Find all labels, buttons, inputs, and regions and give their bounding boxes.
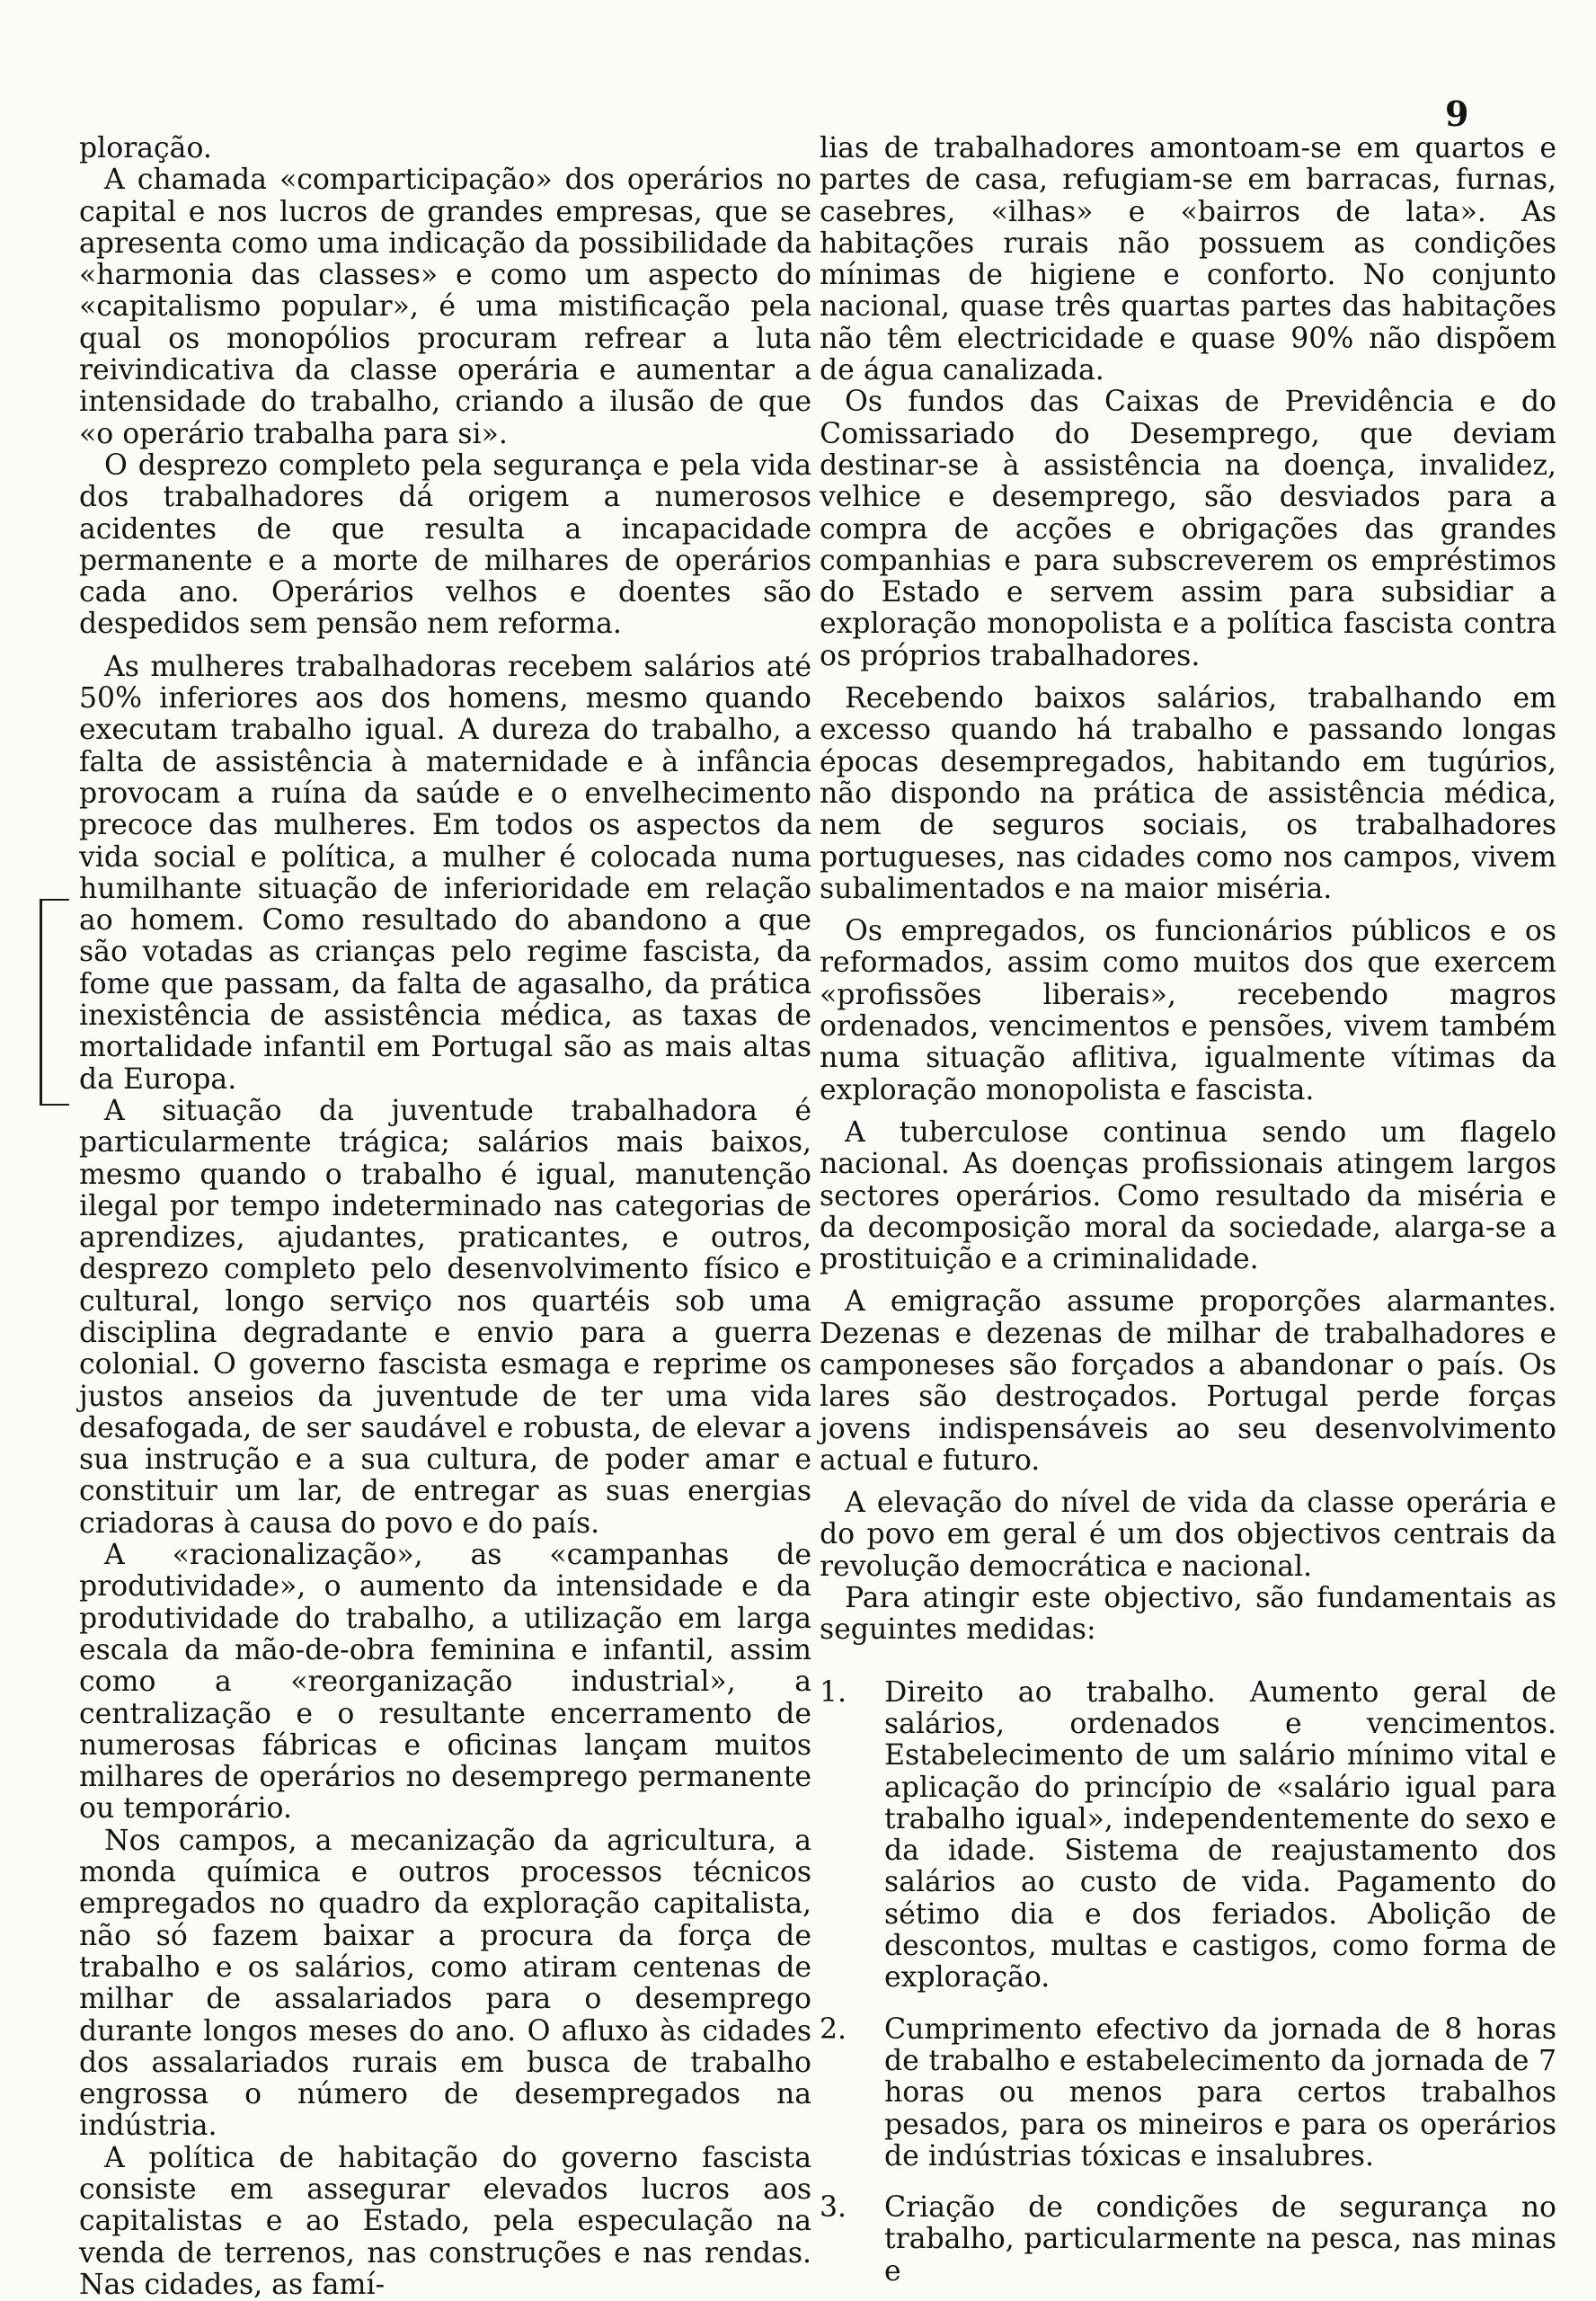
paragraph-tuberculose: A tuberculose continua sendo um flagelo nacional. As doenças profissionais atingem largos sectores operários. Como resultado da miséria e da decomposição moral da sociedade, alarga-se a prostituição e a criminalidade. [820,1115,1556,1276]
paragraph-seguranca: O desprezo completo pela segurança e pela vida dos trabalhadores dá origem a numerosos acidentes de que resulta a incapacidade permanente e a morte de milhares de operários cada ano. Operários velhos e doentes são despedidos sem pensão nem reforma. [79,449,811,641]
margin-bracket-annotation [40,899,69,1106]
paragraph-racionalizacao: A «racionalização», as «campanhas de produtividade», o aumento da intensidade e da produtividade do trabalho, a utilização em larga escala da mão-de-obra feminina e infantil, assim como a «reorganização industrial», a centralização e o resultante encerramento de numerosas fábricas e oficinas lançam muitos milhares de operários no desemprego permanente ou temporário. [79,1539,811,1826]
measure-number: 2. [820,2012,847,2046]
paragraph-familias: lias de trabalhadores amontoam-se em quartos e partes de casa, refugiam-se em barracas, furnas, casebres, «ilhas» e «bairros de lata». As habitações rurais não possuem as condições mínimas de higiene e conforto. No conjunto nacional, quase três quartas partes das habitações não têm electricidade e quase 90% não dispõem de água canalizada. [820,132,1556,387]
measure-item [820,2192,1556,2288]
paragraph-habitacao: A política de habitação do governo fascista consiste em assegurar elevados lucros aos capitalistas e ao Estado, pela especulação na venda de terrenos, nas construções e nas rendas. Nas cidades, as famí- [79,2141,811,2301]
paragraph-elevacao: A elevação do nível de vida da classe operária e do povo em geral é um dos objectivos centrais da revolução democrática e nacional. [820,1487,1556,1583]
paragraph-juventude: A situação da juventude trabalhadora é particularmente trágica; salários mais baixos, mesmo quando o trabalho é igual, manutenção ilegal por tempo indeterminado nas categorias de aprendizes, ajudantes, praticantes, e outros, desprezo completo pelo desenvolvimento físico e cultural, longo serviço nos quartéis sob uma disciplina degradante e envio para a guerra colonial. O governo fascista esmaga e reprime os justos anseios da juventude de ter uma vida desafogada, de ser saudável e robusta, de elevar a sua instrução e a sua cultura, de poder amar e constituir um lar, de entregar as suas energias criadoras à causa do povo e do país. [79,1094,811,1540]
measure-text: Cumprimento efectivo da jornada de 8 horas de trabalho e estabelecimento da jornada de 7 horas ou menos para certos trabalhos pesados, para os mineiros e para os operários de indústrias tóxicas e insalubres. [884,2012,1556,2172]
measures-list [820,1677,1556,2288]
paragraph-mulheres: As mulheres trabalhadoras recebem salários até 50% inferiores aos dos homens, mesmo quando executam trabalho igual. A dureza do trabalho, a falta de assistência à maternidade e à infância provocam a ruína da saúde e o envelhecimento precoce das mulheres. Em todos os aspectos da vida social e política, a mulher é colocada numa humilhante situação de inferioridade em relação ao homem. Como resultado do abandono a que são votadas as crianças pelo regime fascista, da fome que passam, da falta de agasalho, da prática inexistência de assistência médica, as taxas de mortalidade infantil em Portugal são as mais altas da Europa. [79,650,811,1096]
paragraph-campos: Nos campos, a mecanização da agricultura, a monda química e outros processos técnicos empregados no quadro da exploração capitalista, não só fazem baixar a procura da força de trabalho e os salários, como atiram centenas de milhar de assalariados para o desemprego durante longos meses do ano. O afluxo às cidades dos assalariados rurais em busca de trabalho engrossa o número de desempregados na indústria. [79,1824,811,2143]
measure-item [820,1677,1556,1994]
paragraph-fundos-caixas: Os fundos das Caixas de Previdência e do Comissariado do Desemprego, que deviam destinar-se à assistência na doença, invalidez, velhice e desemprego, são desviados para a compra de acções e obrigações das grandes companhias e para subscreverem os empréstimos do Estado e servem assim para subsidiar a exploração monopolista e a política fascista contra os próprios trabalhadores. [820,386,1556,672]
measure-number: 1. [820,1675,847,1709]
left-column [79,132,811,2301]
measure-text: Criação de condições de segurança no trabalho, particularmente na pesca, nas minas e [884,2191,1556,2288]
measure-item [820,2014,1556,2172]
paragraph-comparticipacao: A chamada «comparticipação» dos operários no capital e nos lucros de grandes empresas, que se apresenta como uma indicação da possibilidade da «harmonia das classes» e como um aspecto do «capitalismo popular», é uma mistificação pela qual os monopólios procuram refrear a luta reivindicativa da classe operária e aumentar a intensidade do trabalho, criando a ilusão de que «o operário trabalha para si». [79,164,811,450]
paragraph-empregados: Os empregados, os funcionários públicos e os reformados, assim como muitos dos que exercem «profissões liberais», recebendo magros ordenados, vencimentos e pensões, vivem também numa situação aflitiva, igualmente vítimas da exploração monopolista e fascista. [820,915,1556,1106]
paragraph-medidas-intro: Para atingir este objectivo, são fundamentais as seguintes medidas: [820,1582,1556,1647]
right-column [820,132,1556,2288]
measure-text: Direito ao trabalho. Aumento geral de salários, ordenados e vencimentos. Estabelecimento de um salário mínimo vital e aplicação do princípio de «salário igual para trabalho igual», independentemente do sexo e da idade. Sistema de reajustamento dos salários ao custo de vida. Pagamento do sétimo dia e dos feriados. Abolição de descontos, multas e castigos, como forma de exploração. [884,1675,1556,1994]
paragraph-baixos-salarios: Recebendo baixos salários, trabalhando em excesso quando há trabalho e passando longas épocas desempregados, habitando em tugúrios, não dispondo na prática de assistência médica, nem de seguros sociais, os trabalhadores portugueses, nas cidades como nos campos, vivem subalimentados e na maior miséria. [820,682,1556,905]
page-number: 9 [1445,93,1469,134]
paragraph-continuation: ploração. [79,132,212,164]
measure-number: 3. [820,2191,847,2225]
paragraph-emigracao: A emigração assume proporções alarmantes. Dezenas e dezenas de milhar de trabalhadores e camponeses são forçados a abandonar o país. Os lares são destroçados. Portugal perde forças jovens indispensáveis ao seu desenvolvimento actual e futuro. [820,1285,1556,1477]
